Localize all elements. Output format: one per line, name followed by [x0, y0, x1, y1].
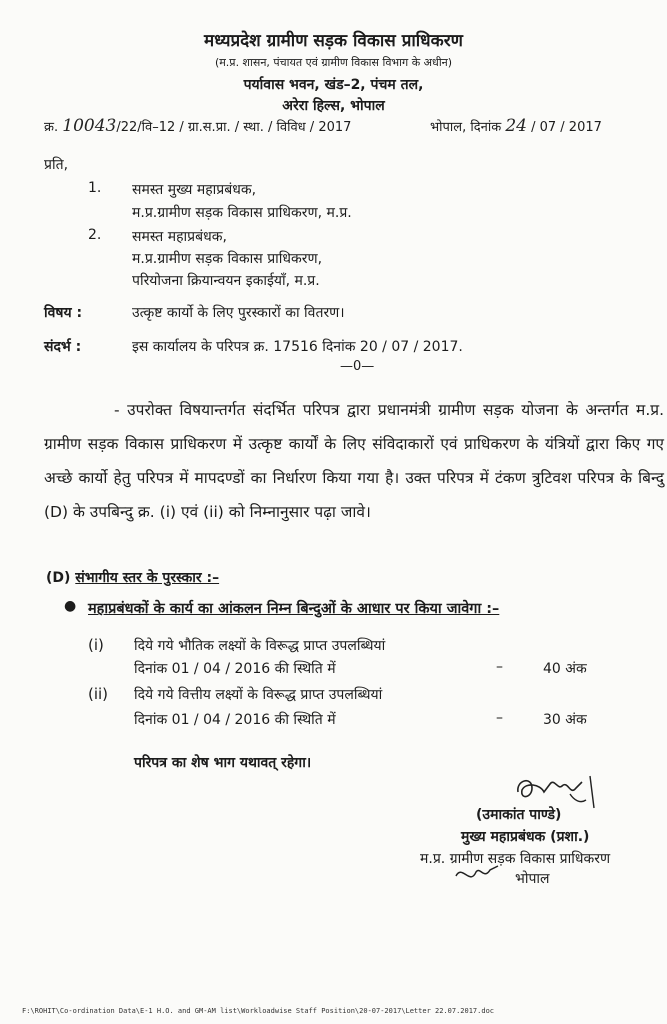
item-1-dash: –	[496, 659, 503, 675]
recipient-2-line1: समस्त महाप्रबंधक,	[132, 229, 227, 245]
org-title: मध्यप्रदेश ग्रामीण सड़क विकास प्राधिकरण	[204, 31, 463, 51]
address-line-1: पर्यावास भवन, खंड–2, पंचम तल,	[243, 77, 424, 93]
subject-text: उत्कृष्ट कार्यो के लिए पुरस्कारों का वितरण।	[132, 305, 345, 321]
item-2-dash: –	[496, 710, 503, 726]
section-title: संभागीय स्तर के पुरस्कार :–	[75, 570, 220, 586]
reference-number	[44, 116, 351, 136]
section-prefix: (D)	[46, 570, 71, 586]
reference-text: इस कार्यालय के परिपत्र क्र. 17516 दिनांक 20 / 07 / 2017.	[132, 339, 463, 355]
subject-label: विषय :	[44, 305, 83, 321]
to-label: प्रति,	[44, 157, 69, 173]
item-2-line1: दिये गये वित्तीय लक्ष्यों के विरूद्ध प्राप्त उपलब्धियां	[134, 687, 383, 703]
item-2-number: (ii)	[88, 685, 109, 703]
handwritten-number: 10043	[62, 116, 117, 136]
recipient-2-line2: म.प्र.ग्रामीण सड़क विकास प्राधिकरण,	[132, 251, 323, 267]
section-heading	[46, 568, 219, 587]
item-1-number: (i)	[88, 636, 104, 654]
date-rest: / 07 / 2017	[531, 120, 602, 135]
handwritten-day: 24	[505, 116, 527, 136]
closing-line: परिपत्र का शेष भाग यथावत् रहेगा।	[134, 755, 312, 771]
recipient-2-line3: परियोजना क्रियान्वयन इकाईयॉं, म.प्र.	[132, 273, 320, 289]
bullet-icon: ●	[64, 598, 77, 614]
item-1-line1: दिये गये भौतिक लक्ष्यों के विरूद्ध प्राप्त उपलब्धियां	[134, 638, 386, 654]
signatory-name: (उमाकांत पाण्डे)	[476, 807, 562, 823]
item-2-line2: दिनांक 01 / 04 / 2016 की स्थिति में	[134, 712, 336, 728]
body-paragraph: - उपरोक्त विषयान्तर्गत संदर्भित परिपत्र द्वारा प्रधानमंत्री ग्रामीण सड़क योजना के अन्तर्गत म.प्र. ग्रामीण सड़क विकास प्राधिकरण में उत्कृष्ट कार्यों के लिए संविदाकारों एवं प्राधिकरण के यंत्रियों द्वारा किए गए अच्छे कार्यो हेतु परिपत्र में मापदण्डों का निर्धारण किया गया है। उक्त परिपत्र में टंकण त्रुटिवश परिपत्र के बिन्दु (D) के उपबिन्दु क्र. (i) एवं (ii) को निम्नानुसार पढ़ा जावे।	[44, 401, 664, 521]
bullet-text: महाप्रबंधकों के कार्य का आंकलन निम्न बिन्दुओं के आधार पर किया जावेगा :–	[88, 601, 500, 617]
reference-label: संदर्भ :	[44, 339, 82, 355]
divider: —0—	[340, 359, 375, 374]
item-2-marks: 30 अंक	[543, 712, 587, 728]
ref-prefix: क्र.	[44, 120, 59, 135]
signatory-city: भोपाल	[515, 871, 550, 887]
recipient-1-line2: म.प्र.ग्रामीण सड़क विकास प्राधिकरण, म.प्र.	[132, 205, 352, 221]
footer-file-path: F:\ROHIT\Co-ordination Data\E-1 H.O. and GM-AM list\Workloadwise Staff Position\20-07-2017\Letter 22.07.2017.doc	[22, 1007, 495, 1015]
recipient-1-line1: समस्त मुख्य महाप्रबंधक,	[132, 182, 257, 198]
item-1-marks: 40 अंक	[543, 661, 587, 677]
date-prefix: भोपाल, दिनांक	[430, 120, 502, 135]
recipient-2-number: 2.	[88, 227, 102, 243]
letter-date	[430, 116, 602, 136]
signatory-org: म.प्र. ग्रामीण सड़क विकास प्राधिकरण	[420, 851, 611, 867]
signature-scribble	[510, 770, 605, 810]
initials-scribble	[452, 860, 502, 888]
signatory-designation: मुख्य महाप्रबंधक (प्रशा.)	[461, 829, 590, 845]
address-line-2: अरेरा हिल्स, भोपाल	[282, 98, 385, 114]
org-subtitle: (म.प्र. शासन, पंचायत एवं ग्रामीण विकास विभाग के अधीन)	[214, 56, 453, 69]
ref-number-rest: /22/वि–12 / ग्रा.स.प्रा. / स्था. / विविध / 2017	[116, 120, 352, 135]
recipient-1-number: 1.	[88, 180, 102, 196]
item-1-line2: दिनांक 01 / 04 / 2016 की स्थिति में	[134, 661, 336, 677]
